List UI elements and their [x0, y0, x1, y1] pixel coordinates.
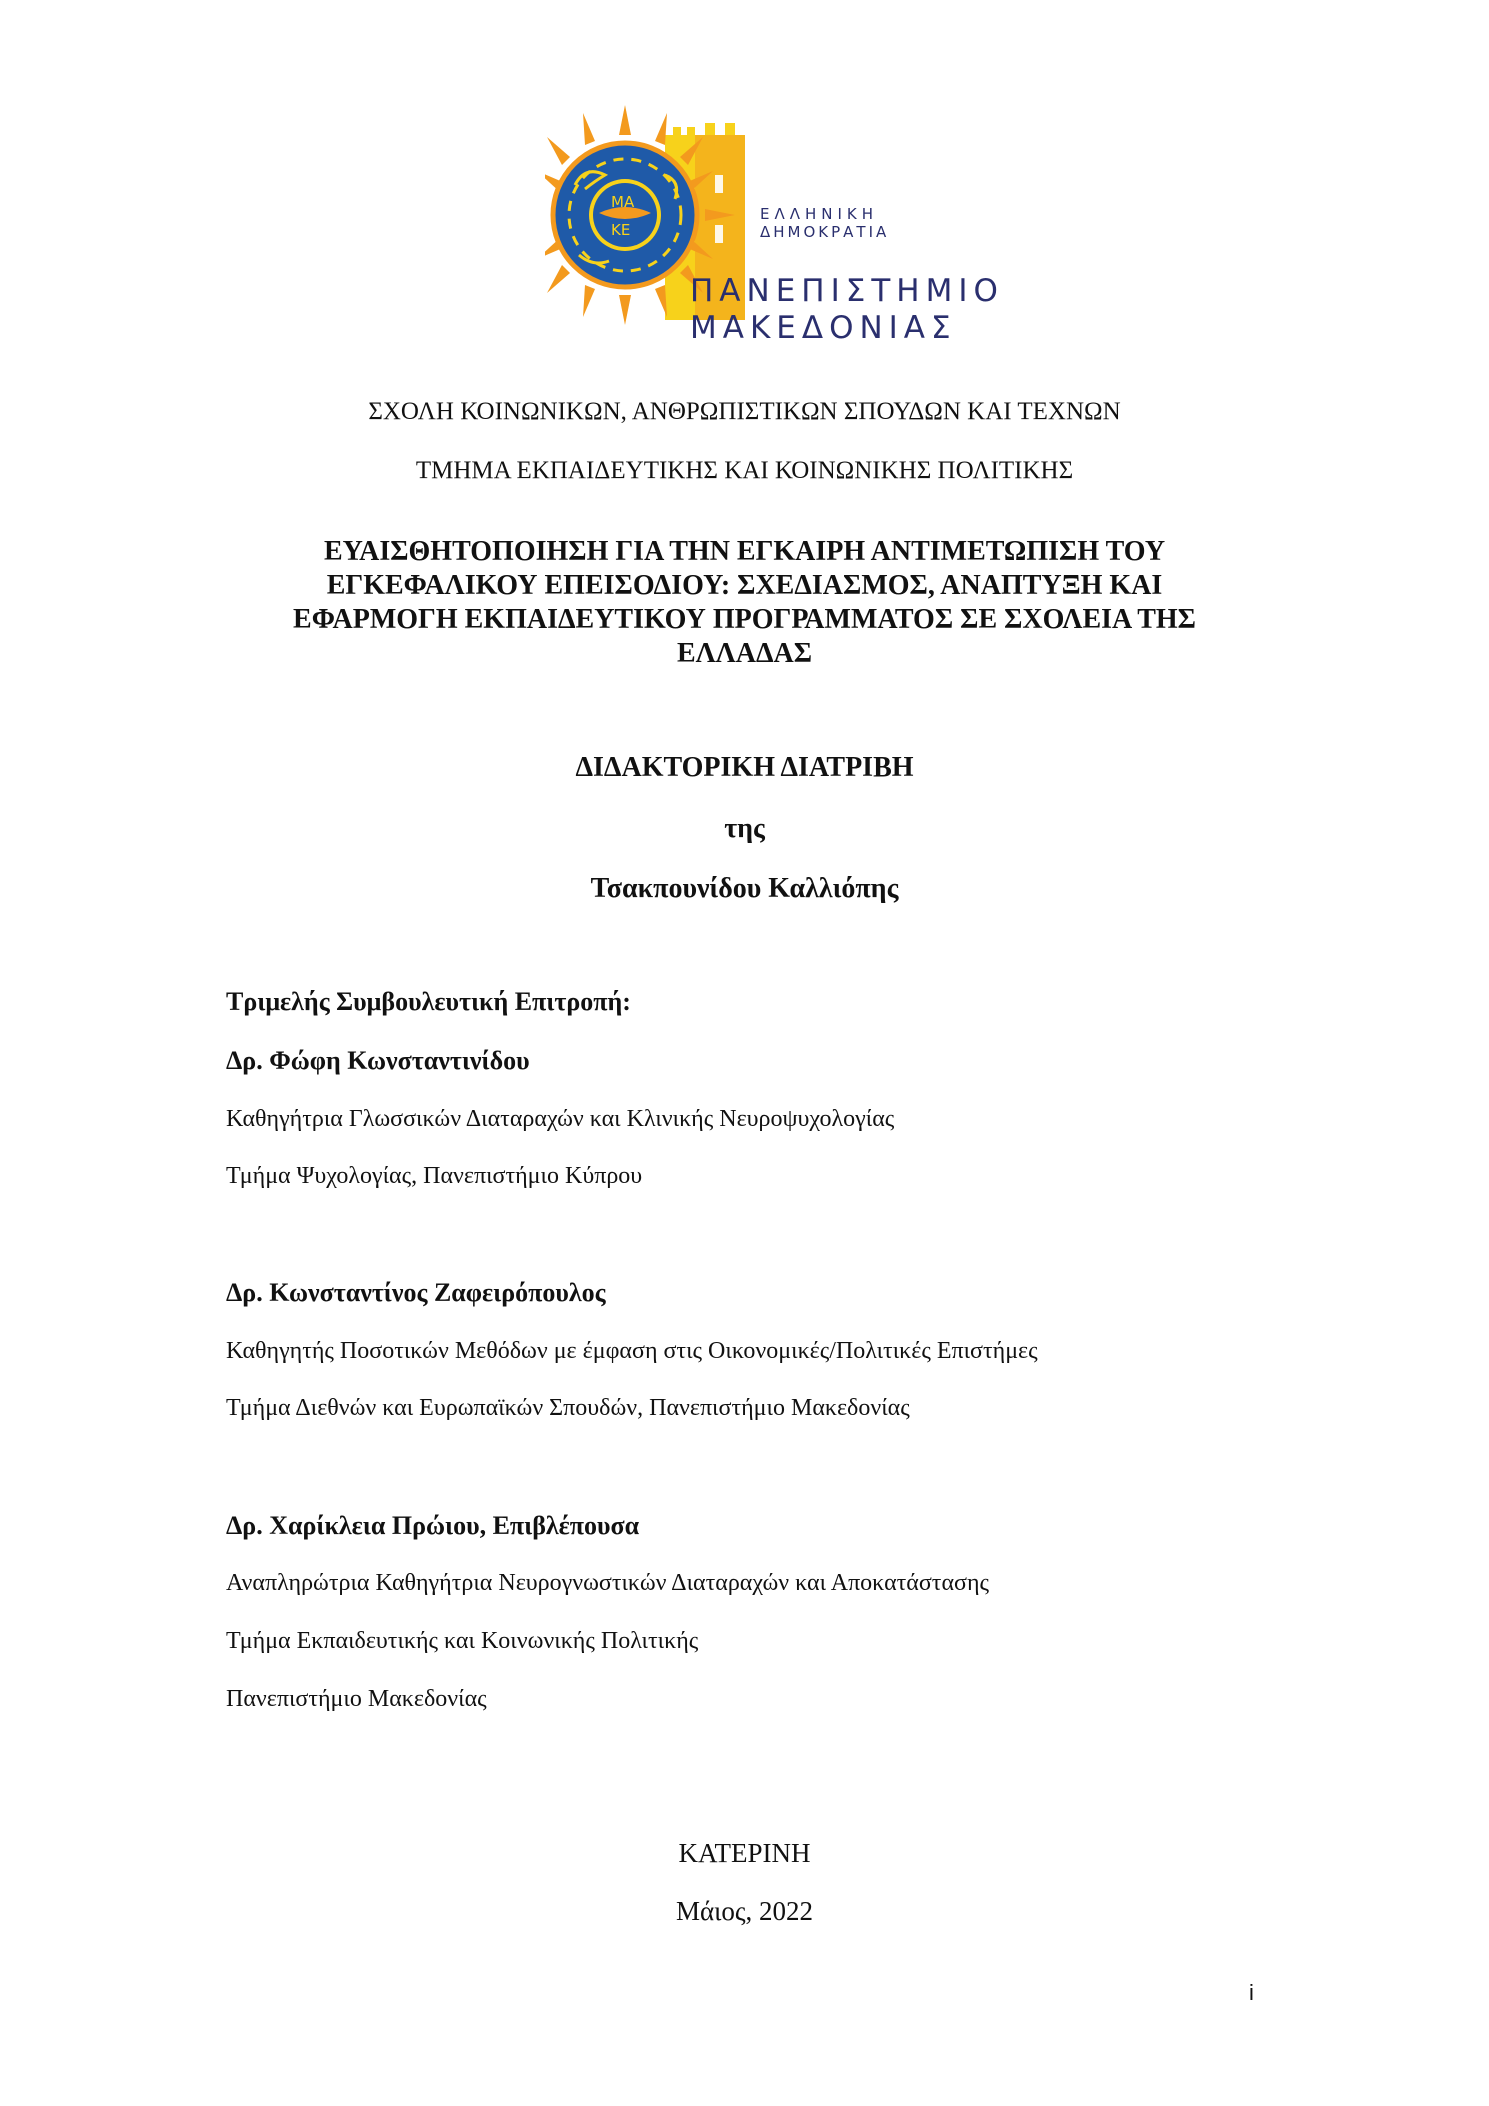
place: ΚΑΤΕΡΙΝΗ [678, 1838, 811, 1868]
page-number: i [1249, 1980, 1254, 2005]
title-line: ΕΥΑΙΣΘΗΤΟΠΟΙΗΣΗ ΓΙΑ ΤΗΝ ΕΓΚΑΙΡΗ ΑΝΤΙΜΕΤΩΠΙΣΗ ΤΟΥ [323, 536, 1166, 567]
svg-text:ΚΕ: ΚΕ [611, 221, 631, 239]
committee-member-name: Δρ. Χαρίκλεια Πρώιου, Επιβλέπουσα [226, 1511, 640, 1540]
title-line: ΕΛΛΑΔΑΣ [676, 638, 813, 669]
date: Μάιος, 2022 [675, 1896, 814, 1926]
university-name-line-1: ΠΑΝΕΠΙΣΤΗΜΙΟ [690, 273, 1004, 309]
university-logo [545, 105, 1004, 355]
committee-member-affiliation: Τμήμα Εκπαιδευτικής και Κοινωνικής Πολιτικής [226, 1628, 699, 1654]
thesis-type: ΔΙΔΑΚΤΟΡΙΚΗ ΔΙΑΤΡΙΒΗ [575, 752, 914, 783]
seal-text: ΜΑ [611, 193, 635, 211]
university-name-line-2: ΜΑΚΕΔΟΝΙΑΣ [690, 310, 957, 346]
committee-member-name: Δρ. Κωνσταντίνος Ζαφειρόπουλος [226, 1278, 606, 1307]
thesis-of: της [724, 813, 765, 844]
committee-member-title: Καθηγήτρια Γλωσσικών Διαταραχών και Κλινικής Νευροψυχολογίας [226, 1106, 895, 1132]
republic-line-1: ΕΛΛΗΝΙΚΗ [760, 205, 879, 223]
republic-line-2: ΔΗΜΟΚΡΑΤΙΑ [760, 223, 890, 241]
committee-member-name: Δρ. Φώφη Κωνσταντινίδου [226, 1046, 530, 1075]
committee-member-affiliation: Τμήμα Διεθνών και Ευρωπαϊκών Σπουδών, Πανεπιστήμιο Μακεδονίας [226, 1395, 910, 1421]
seal-icon [553, 143, 697, 287]
department-name: ΤΜΗΜΑ ΕΚΠΑΙΔΕΥΤΙΚΗΣ ΚΑΙ ΚΟΙΝΩΝΙΚΗΣ ΠΟΛΙΤΙΚΗΣ [415, 457, 1074, 484]
author-name: Τσακπουνίδου Καλλιόπης [590, 873, 899, 904]
school-name: ΣΧΟΛΗ ΚΟΙΝΩΝΙΚΩΝ, ΑΝΘΡΩΠΙΣΤΙΚΩΝ ΣΠΟΥΔΩΝ ΚΑΙ ΤΕΧΝΩΝ [368, 398, 1121, 425]
title-line: ΕΦΑΡΜΟΓΗ ΕΚΠΑΙΔΕΥΤΙΚΟΥ ΠΡΟΓΡΑΜΜΑΤΟΣ ΣΕ ΣΧΟΛΕΙΑ ΤΗΣ [293, 604, 1196, 635]
thesis-title [200, 535, 1289, 671]
title-line: ΕΓΚΕΦΑΛΙΚΟΥ ΕΠΕΙΣΟΔΙΟΥ: ΣΧΕΔΙΑΣΜΟΣ, ΑΝΑΠΤΥΞΗ ΚΑΙ [326, 570, 1163, 601]
committee-member-title: Αναπληρώτρια Καθηγήτρια Νευρογνωστικών Διαταραχών και Αποκατάστασης [226, 1570, 990, 1596]
committee-member-affiliation: Τμήμα Ψυχολογίας, Πανεπιστήμιο Κύπρου [226, 1163, 643, 1189]
committee-heading: Τριμελής Συμβουλευτική Επιτροπή: [226, 987, 631, 1016]
committee-member-title: Καθηγητής Ποσοτικών Μεθόδων με έμφαση στις Οικονομικές/Πολιτικές Επιστήμες [226, 1338, 1038, 1364]
committee-member-university: Πανεπιστήμιο Μακεδονίας [226, 1686, 487, 1712]
